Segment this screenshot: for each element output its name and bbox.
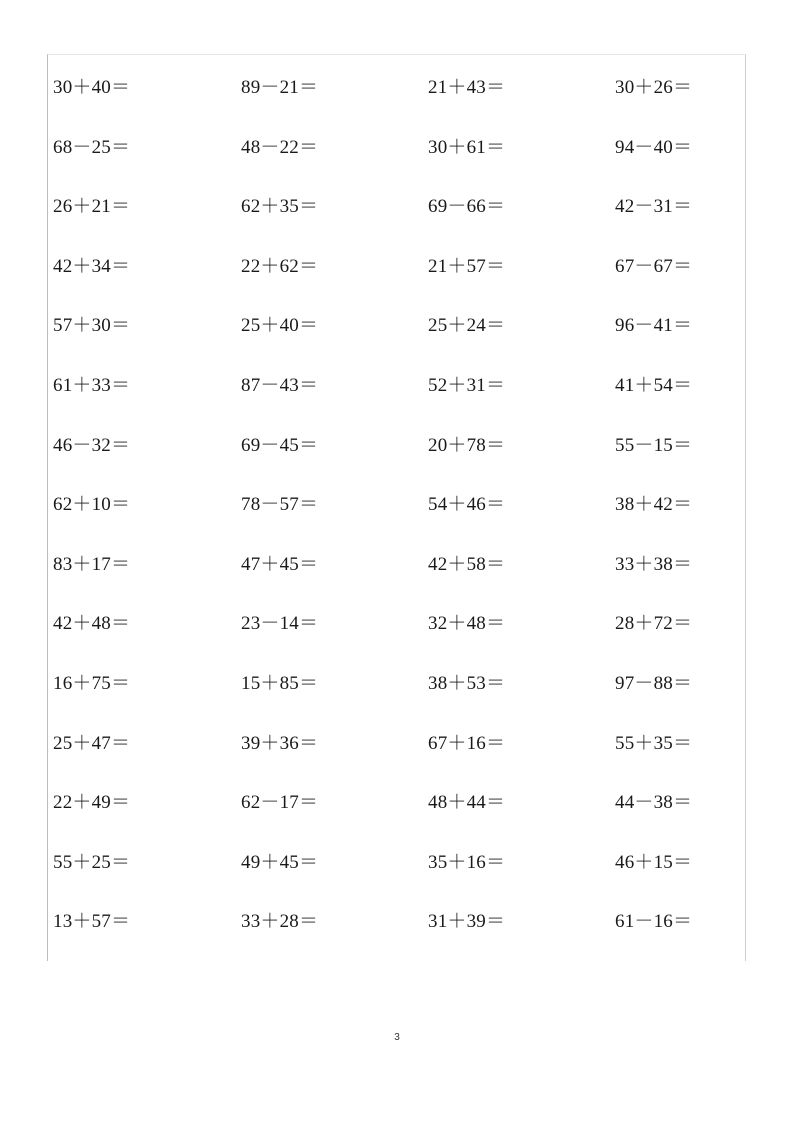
problem-row — [48, 490, 745, 520]
arithmetic-problem: 62－17＝ — [241, 792, 319, 814]
arithmetic-problem: 69－66＝ — [428, 196, 506, 218]
arithmetic-problem: 62＋10＝ — [53, 494, 131, 516]
arithmetic-problem: 30＋26＝ — [615, 77, 693, 98]
arithmetic-problem: 38＋53＝ — [428, 673, 506, 694]
arithmetic-problem: 52＋31＝ — [428, 375, 506, 396]
problem-row — [48, 252, 745, 282]
problem-row — [48, 729, 745, 759]
problem-row — [48, 550, 745, 580]
arithmetic-problem: 38＋42＝ — [615, 494, 693, 516]
arithmetic-problem: 97－88＝ — [615, 673, 693, 694]
problem-row — [48, 907, 745, 937]
problem-row — [48, 669, 745, 699]
arithmetic-problem: 89－21＝ — [241, 77, 319, 98]
problem-row — [48, 133, 745, 163]
arithmetic-problem: 22＋62＝ — [241, 255, 319, 277]
arithmetic-problem: 57＋30＝ — [53, 315, 131, 337]
arithmetic-problem: 25＋47＝ — [53, 732, 131, 754]
arithmetic-problem: 61＋33＝ — [53, 375, 131, 396]
problem-row — [48, 609, 745, 639]
arithmetic-problem: 31＋39＝ — [428, 911, 506, 933]
arithmetic-problem: 68－25＝ — [53, 136, 131, 158]
arithmetic-problem: 26＋21＝ — [53, 196, 131, 218]
arithmetic-problem: 42＋48＝ — [53, 613, 131, 635]
arithmetic-problem: 49＋45＝ — [241, 851, 319, 873]
arithmetic-problem: 55＋35＝ — [615, 732, 693, 754]
arithmetic-problem: 15＋85＝ — [241, 673, 319, 694]
problem-row — [48, 311, 745, 341]
arithmetic-problem: 22＋49＝ — [53, 792, 131, 814]
arithmetic-problem: 47＋45＝ — [241, 553, 319, 575]
problem-row — [48, 192, 745, 222]
arithmetic-problem: 30＋40＝ — [53, 77, 131, 98]
arithmetic-problem: 25＋40＝ — [241, 315, 319, 337]
arithmetic-problem: 32＋48＝ — [428, 613, 506, 635]
problem-row — [48, 371, 745, 401]
problem-row — [48, 788, 745, 818]
arithmetic-problem: 30＋61＝ — [428, 136, 506, 158]
arithmetic-problem: 87－43＝ — [241, 375, 319, 396]
problem-row — [48, 73, 745, 103]
arithmetic-problem: 61－16＝ — [615, 911, 693, 933]
problem-row — [48, 431, 745, 461]
page-number: 3 — [394, 1032, 400, 1043]
arithmetic-problem: 46－32＝ — [53, 434, 131, 456]
worksheet-frame — [47, 54, 746, 961]
arithmetic-problem: 44－38＝ — [615, 792, 693, 814]
arithmetic-problem: 42＋34＝ — [53, 255, 131, 277]
arithmetic-problem: 42＋58＝ — [428, 553, 506, 575]
arithmetic-problem: 41＋54＝ — [615, 375, 693, 396]
arithmetic-problem: 13＋57＝ — [53, 911, 131, 933]
arithmetic-problem: 20＋78＝ — [428, 434, 506, 456]
arithmetic-problem: 42－31＝ — [615, 196, 693, 218]
arithmetic-problem: 28＋72＝ — [615, 613, 693, 635]
arithmetic-problem: 25＋24＝ — [428, 315, 506, 337]
arithmetic-problem: 16＋75＝ — [53, 673, 131, 694]
arithmetic-problem: 48＋44＝ — [428, 792, 506, 814]
arithmetic-problem: 39＋36＝ — [241, 732, 319, 754]
problem-row — [48, 848, 745, 878]
arithmetic-problem: 55＋25＝ — [53, 851, 131, 873]
arithmetic-problem: 35＋16＝ — [428, 851, 506, 873]
arithmetic-problem: 83＋17＝ — [53, 553, 131, 575]
arithmetic-problem: 55－15＝ — [615, 434, 693, 456]
arithmetic-problem: 69－45＝ — [241, 434, 319, 456]
arithmetic-problem: 23－14＝ — [241, 613, 319, 635]
arithmetic-problem: 62＋35＝ — [241, 196, 319, 218]
arithmetic-problem: 96－41＝ — [615, 315, 693, 337]
arithmetic-problem: 46＋15＝ — [615, 851, 693, 873]
arithmetic-problem: 21＋57＝ — [428, 255, 506, 277]
arithmetic-problem: 67＋16＝ — [428, 732, 506, 754]
arithmetic-problem: 94－40＝ — [615, 136, 693, 158]
arithmetic-problem: 48－22＝ — [241, 136, 319, 158]
arithmetic-problem: 78－57＝ — [241, 494, 319, 516]
arithmetic-problem: 33＋28＝ — [241, 911, 319, 933]
arithmetic-problem: 21＋43＝ — [428, 77, 506, 98]
arithmetic-problem: 54＋46＝ — [428, 494, 506, 516]
arithmetic-problem: 33＋38＝ — [615, 553, 693, 575]
arithmetic-problem: 67－67＝ — [615, 255, 693, 277]
